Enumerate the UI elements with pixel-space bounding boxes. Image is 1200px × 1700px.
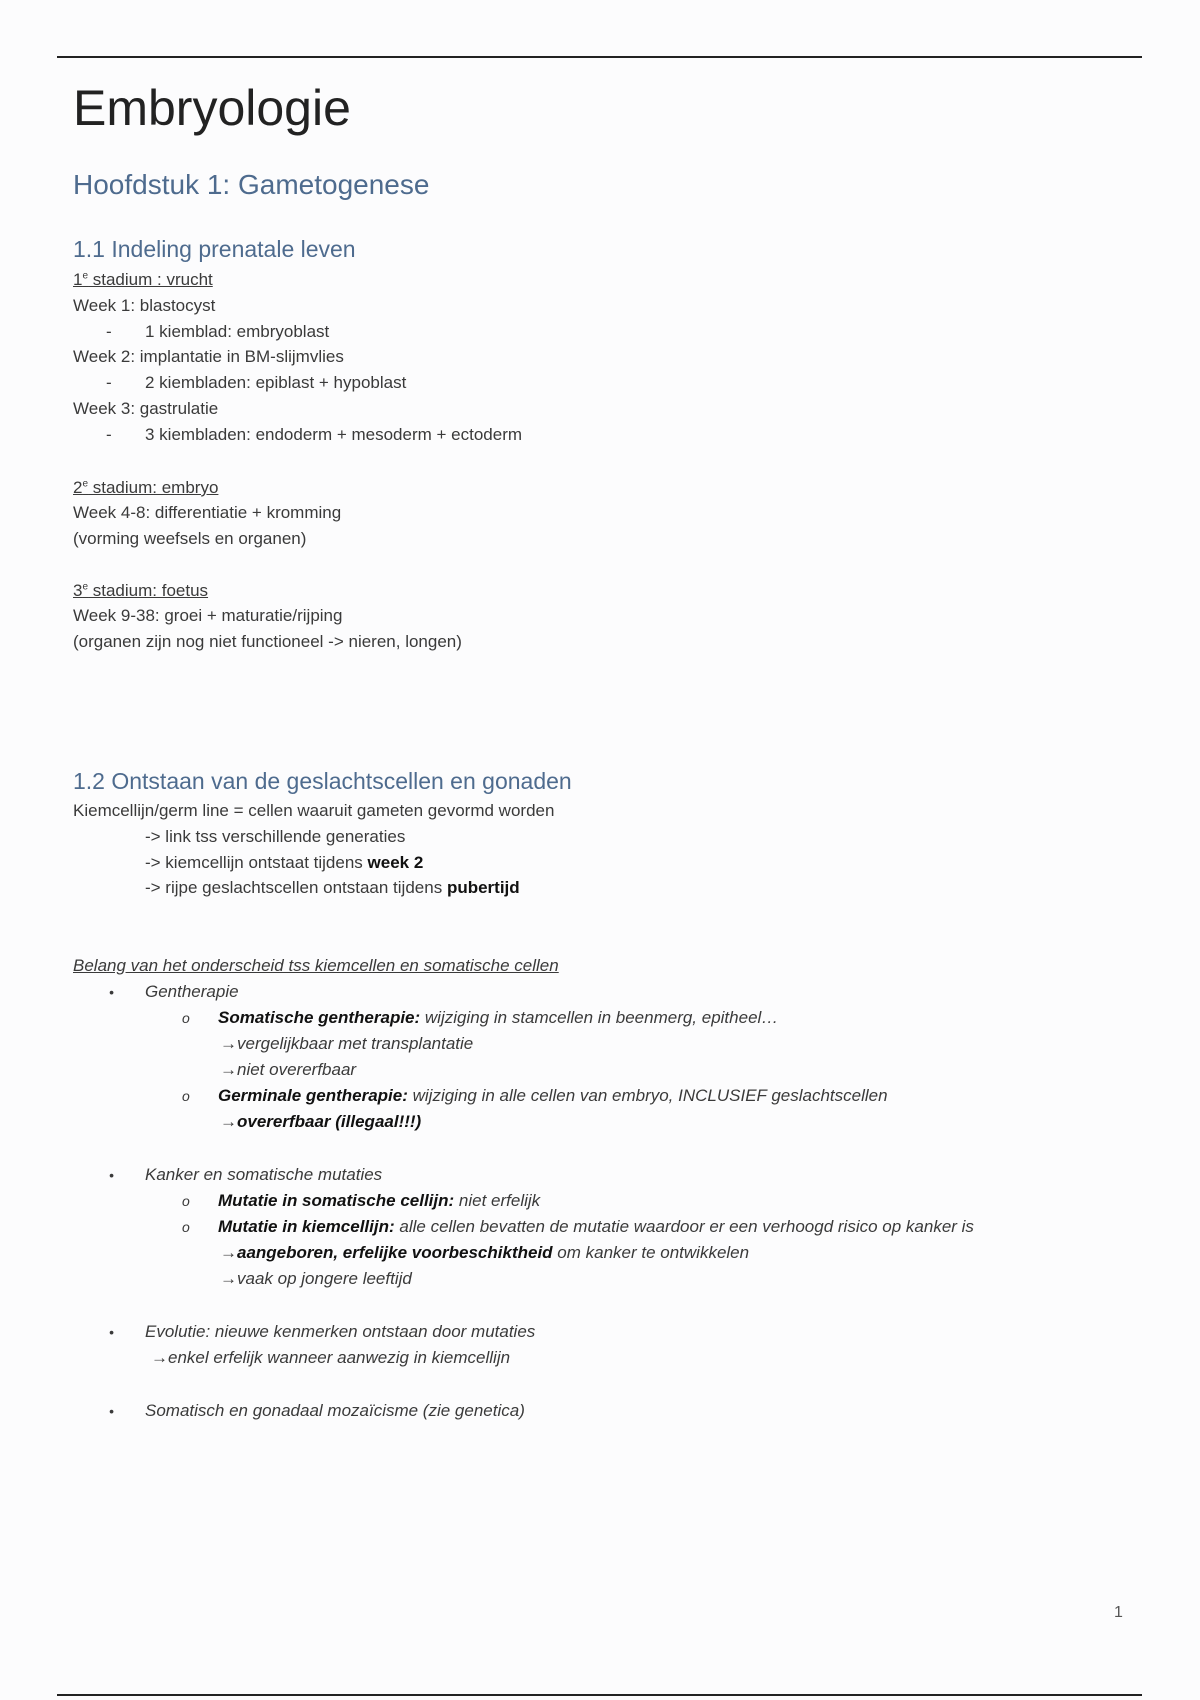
section-heading-1-1: 1.1 Indeling prenatale leven bbox=[73, 236, 356, 262]
arrow-note: →overerfbaar (illegaal!!!) bbox=[220, 1112, 422, 1131]
arrow-note: →niet overerfbaar bbox=[220, 1060, 357, 1079]
stage3-heading: 3e stadium: foetus bbox=[73, 581, 209, 600]
chapter-heading: Hoofdstuk 1: Gametogenese bbox=[73, 169, 430, 200]
arrow-note: →enkel erfelijk wanneer aanwezig in kiemcellijn bbox=[151, 1348, 511, 1367]
arrow-icon: → bbox=[220, 1243, 237, 1262]
bottom-rule bbox=[57, 1694, 1142, 1696]
importance-heading: Belang van het onderscheid tss kiemcellen en somatische cellen bbox=[73, 956, 559, 975]
arrow-icon: → bbox=[151, 1348, 168, 1367]
stage1-heading: 1e stadium : vrucht bbox=[73, 270, 213, 289]
document-title: Embryologie bbox=[73, 80, 351, 136]
arrow-icon: → bbox=[220, 1112, 237, 1131]
section-heading-1-2: 1.2 Ontstaan van de geslachtscellen en gonaden bbox=[73, 768, 572, 794]
arrow-note: →aangeboren, erfelijke voorbeschiktheid om kanker te ontwikkelen bbox=[220, 1243, 750, 1262]
arrow-icon: → bbox=[220, 1034, 237, 1053]
list-item: Week 2: implantatie in BM-slijmvlies bbox=[73, 347, 344, 366]
top-rule bbox=[57, 56, 1142, 58]
arrow-line: -> link tss verschillende generaties bbox=[145, 827, 406, 846]
arrow-note: →vaak op jongere leeftijd bbox=[220, 1269, 412, 1288]
arrow-line: -> kiemcellijn ontstaat tijdens week 2 bbox=[145, 853, 424, 872]
list-item: Week 3: gastrulatie bbox=[73, 399, 219, 418]
stage2-line: Week 4-8: differentiatie + kromming bbox=[73, 503, 342, 522]
arrow-note: →vergelijkbaar met transplantatie bbox=[220, 1034, 474, 1053]
stage2-line: (vorming weefsels en organen) bbox=[73, 529, 307, 548]
arrow-line: -> rijpe geslachtscellen ontstaan tijdens pubertijd bbox=[145, 878, 520, 897]
page-number: 1 bbox=[1114, 1604, 1123, 1621]
definition: Kiemcellijn/germ line = cellen waaruit gameten gevormd worden bbox=[73, 801, 555, 820]
arrow-icon: → bbox=[220, 1060, 237, 1079]
list-item: Week 1: blastocyst bbox=[73, 296, 216, 315]
stage2-heading: 2e stadium: embryo bbox=[73, 478, 219, 497]
stage3-line: Week 9-38: groei + maturatie/rijping bbox=[73, 606, 343, 625]
arrow-icon: → bbox=[220, 1269, 237, 1288]
stage3-line: (organen zijn nog niet functioneel -> nieren, longen) bbox=[73, 632, 462, 651]
